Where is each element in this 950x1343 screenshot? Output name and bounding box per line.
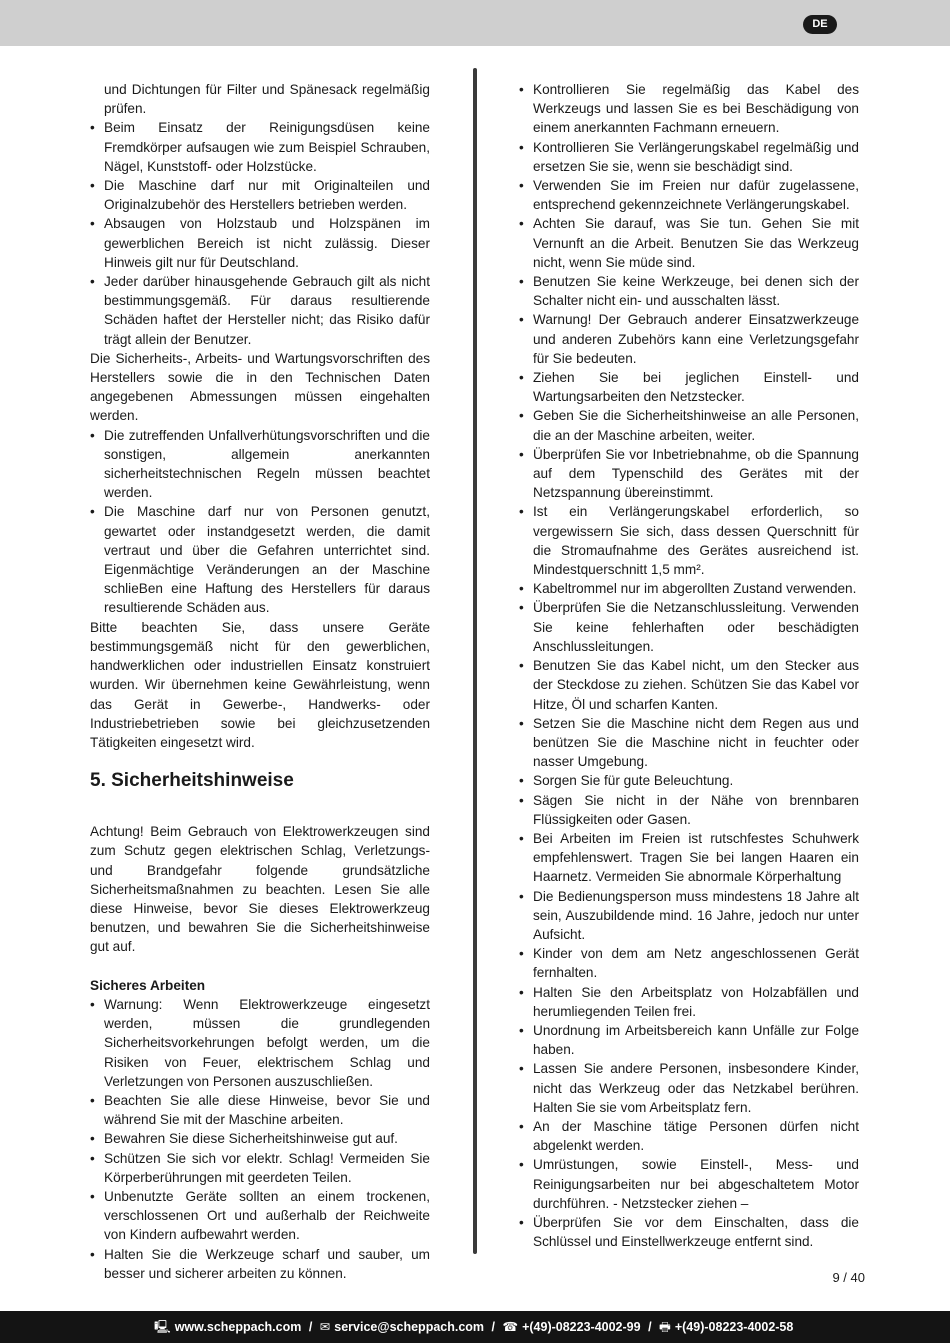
website-link[interactable]: www.scheppach.com	[174, 1320, 302, 1334]
list-item: • Absaugen von Holzstaub und Holzspänen im gewerblichen Bereich ist nicht zulässig. Dieser Hinweis gilt nur für Deutschland.	[90, 214, 430, 272]
list-item: • Halten Sie den Arbeitsplatz von Holzabfällen und herumliegenden Teilen frei.	[519, 983, 859, 1021]
list-item: • Halten Sie die Werkzeuge scharf und sauber, um besser und sicherer arbeiten zu können.	[90, 1245, 430, 1283]
list-item: • Warnung! Der Gebrauch anderer Einsatzwerkzeuge und anderen Zubehörs kann eine Verletzungsgefahr für Sie bedeuten.	[519, 310, 859, 368]
list-item: • Die Maschine darf nur von Personen genutzt, gewartet oder instandgesetzt werden, die damit vertraut und über die Gefahren unterrichtet sind. Eigenmächtige Veränderungen an der Maschine schlieBen eine Haftung des Herstellers für daraus resultierende Schäden aus.	[90, 502, 430, 617]
bullet-list	[90, 995, 430, 1283]
right-column	[519, 80, 859, 1251]
footer-bar	[0, 1311, 950, 1343]
fax-number: +(49)-08223-4002-58	[674, 1320, 794, 1334]
bullet-list	[90, 426, 430, 618]
list-item: • Die Bedienungsperson muss mindestens 18 Jahre alt sein, Auszubildende mind. 16 Jahre, jedoch nur unter Aufsicht.	[519, 887, 859, 945]
list-item: • Kinder von dem am Netz angeschlossenen Gerät fernhalten.	[519, 944, 859, 982]
list-item: • Kontrollieren Sie regelmäßig das Kabel des Werkzeugs und lassen Sie es bei Beschädigung von einem anerkannten Fachmann erneuern.	[519, 80, 859, 138]
list-item: • Benutzen Sie das Kabel nicht, um den Stecker aus der Steckdose zu ziehen. Schützen Sie das Kabel vor Hitze, Öl und scharfen Kanten.	[519, 656, 859, 714]
list-item: • Benutzen Sie keine Werkzeuge, bei denen sich der Schalter nicht ein- und ausschalten lässt.	[519, 272, 859, 310]
email-link[interactable]: service@scheppach.com	[334, 1320, 485, 1334]
list-item: • Bewahren Sie diese Sicherheitshinweise gut auf.	[90, 1129, 430, 1148]
list-item: • An der Maschine tätige Personen dürfen nicht abgelenkt werden.	[519, 1117, 859, 1155]
list-item: • Überprüfen Sie vor Inbetriebnahme, ob die Spannung auf dem Typenschild des Gerätes mit der Netzspannung übereinstimmt.	[519, 445, 859, 503]
list-item: • Die Maschine darf nur mit Originalteilen und Originalzubehör des Herstellers betrieben werden.	[90, 176, 430, 214]
paragraph: Achtung! Beim Gebrauch von Elektrowerkzeugen sind zum Schutz gegen elektrischen Schlag, Verletzungs- und Brandgefahr folgende grundsätzliche Sicherheitsmaßnahmen zu beachten. Lesen Sie alle diese Hinweise, bevor Sie dieses Elektrowerkzeug benutzen, und bewahren Sie die Sicherheitshinweise gut auf.	[90, 824, 430, 955]
language-badge: DE	[803, 15, 837, 34]
mail-icon: ✉	[319, 1320, 331, 1334]
list-item: • Lassen Sie andere Personen, insbesondere Kinder, nicht das Werkzeug oder das Netzkabel berühren. Halten Sie sie vom Arbeitsplatz fern.	[519, 1059, 859, 1117]
list-item: • Kabeltrommel nur im abgerollten Zustand verwenden.	[519, 579, 859, 598]
list-item: • Ist ein Verlängerungskabel erforderlich, so vergewissern Sie sich, dass dessen Querschnitt für die Stromaufnahme des Gerätes ausreichend ist. Mindestquerschnitt 1,5 mm².	[519, 502, 859, 579]
list-item: • Kontrollieren Sie Verlängerungskabel regelmäßig und ersetzen Sie sie, wenn sie beschädigt sind.	[519, 138, 859, 176]
list-item: • Beachten Sie alle diese Hinweise, bevor Sie und während Sie mit der Maschine arbeiten.	[90, 1091, 430, 1129]
separator: /	[648, 1320, 652, 1334]
separator: /	[308, 1320, 313, 1334]
phone-number: +(49)-08223-4002-99	[522, 1320, 641, 1334]
list-item: • Unordnung im Arbeitsbereich kann Unfälle zur Folge haben.	[519, 1021, 859, 1059]
paragraph: Bitte beachten Sie, dass unsere Geräte bestimmungsgemäß nicht für den gewerblichen, handwerklichen oder industriellen Einsatz konstruiert wurden. Wir übernehmen keine Gewährleistung, wenn das Gerät in Gewerbe-, Handwerks- oder Industriebetrieben sowie bei gleichzusetzenden Tätigkeiten eingesetzt wird.	[90, 619, 430, 750]
list-item: • Überprüfen Sie vor dem Einschalten, dass die Schlüssel und Einstellwerkzeuge entfernt sind.	[519, 1213, 859, 1251]
list-item: • Geben Sie die Sicherheitshinweise an alle Personen, die an der Maschine arbeiten, weiter.	[519, 406, 859, 444]
phone-icon: ☎	[502, 1320, 519, 1334]
list-item: • Achten Sie darauf, was Sie tun. Gehen Sie mit Vernunft an die Arbeit. Benutzen Sie das Werkzeug nicht, wenn Sie müde sind.	[519, 214, 859, 272]
list-item: • Die zutreffenden Unfallverhütungsvorschriften und die sonstigen, allgemein anerkannten sicherheitstechnischen Regeln müssen beachtet werden.	[90, 426, 430, 503]
footer-contacts	[154, 1311, 793, 1343]
computer-icon: 🖳	[154, 1320, 171, 1334]
header-bar	[0, 0, 950, 46]
left-column	[90, 80, 430, 1283]
list-item: • Setzen Sie die Maschine nicht dem Regen aus und benützen Sie die Maschine nicht in feuchter oder nasser Umgebung.	[519, 714, 859, 772]
list-item: • Verwenden Sie im Freien nur dafür zugelassene, entsprechend gekennzeichnete Verlängerungskabel.	[519, 176, 859, 214]
paragraph: Die Sicherheits-, Arbeits- und Wartungsvorschriften des Herstellers sowie die in den Technischen Daten angegebenen Abmessungen müssen eingehalten werden.	[90, 350, 430, 424]
subheading: Sicheres Arbeiten	[90, 977, 206, 993]
list-item: • Überprüfen Sie die Netzanschlussleitung. Verwenden Sie keine fehlerhaften oder beschädigten Anschlussleitungen.	[519, 598, 859, 656]
list-item: • Umrüstungen, sowie Einstell-, Mess- und Reinigungsarbeiten nur bei abgeschaltetem Motor durchführen. - Netzstecker ziehen –	[519, 1155, 859, 1213]
bullet-list	[90, 118, 430, 348]
section-title: 5. Sicherheitshinweise	[90, 770, 294, 792]
list-item: • Ziehen Sie bei jeglichen Einstell- und Wartungsarbeiten den Netzstecker.	[519, 368, 859, 406]
list-item: • Jeder darüber hinausgehende Gebrauch gilt als nicht bestimmungsgemäß. Für daraus resultierende Schäden haftet der Hersteller nicht; das Risiko dafür trägt allein der Benutzer.	[90, 272, 430, 349]
list-item: • Sorgen Sie für gute Beleuchtung.	[519, 771, 859, 790]
list-item: • Warnung: Wenn Elektrowerkzeuge eingesetzt werden, müssen die grundlegenden Sicherheitsvorkehrungen befolgt werden, um die Risiken von Feuer, elektrischem Schlag und Verletzungen von Personen auszuschließen.	[90, 995, 430, 1091]
list-item: und Dichtungen für Filter und Spänesack regelmäßig prüfen.	[104, 82, 430, 117]
page-number: 9 / 40	[832, 1270, 865, 1285]
list-item: • Unbenutzte Geräte sollten an einem trockenen, verschlossenen Ort und außerhalb der Reichweite von Kindern aufbewahrt werden.	[90, 1187, 430, 1245]
list-item: • Beim Einsatz der Reinigungsdüsen keine Fremdkörper aufsaugen wie zum Beispiel Schrauben, Nägel, Kunststoff- oder Holzstücke.	[90, 118, 430, 176]
list-item: • Schützen Sie sich vor elektr. Schlag! Vermeiden Sie Körperberührungen mit geerdeten Teilen.	[90, 1149, 430, 1187]
separator: /	[491, 1320, 496, 1334]
list-item: • Sägen Sie nicht in der Nähe von brennbaren Flüssigkeiten oder Gasen.	[519, 791, 859, 829]
fax-icon: 🖶	[659, 1320, 671, 1334]
bullet-list	[90, 80, 430, 118]
list-item: • Bei Arbeiten im Freien ist rutschfestes Schuhwerk empfehlenswert. Tragen Sie bei langen Haaren ein Haarnetz. Vermeiden Sie abnormale Körperhaltung	[519, 829, 859, 887]
column-divider	[473, 68, 477, 1254]
bullet-list	[519, 80, 859, 1251]
